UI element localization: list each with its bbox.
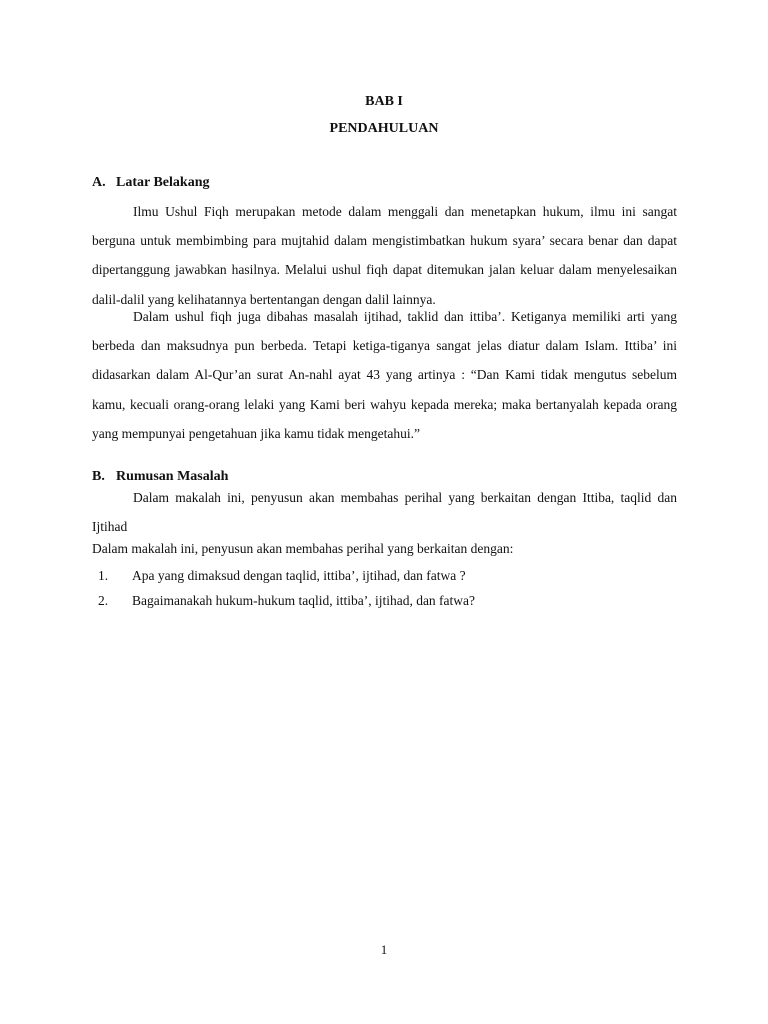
- chapter-number: BAB I: [365, 94, 403, 109]
- list-item: [92, 591, 677, 616]
- section-a-heading: [92, 175, 209, 191]
- list-item: [92, 566, 677, 591]
- problem-intro: Dalam makalah ini, penyusun akan membahas perihal yang berkaitan dengan:: [92, 541, 514, 556]
- background-paragraph-1: Ilmu Ushul Fiqh merupakan metode dalam menggali dan menetapkan hukum, ilmu ini sangat berguna untuk membimbing para mujtahid dalam mengistimbatkan hukum syara’ secara benar dan dapat dipertanggung jawabkan hasilnya. Melalui ushul fiqh dapat ditemukan jalan keluar dalam menyelesaikan dalil-dalil yang kelihatannya bertentangan dengan dalil lainnya.: [92, 204, 677, 307]
- background-paragraph-2: Dalam ushul fiqh juga dibahas masalah ijtihad, taklid dan ittiba’. Ketiganya memiliki arti yang berbeda dan maksudnya pun berbeda. Tetapi ketiga-tiganya sangat jelas diatur dalam Islam. Ittiba’ ini didasarkan dalam Al-Qur’an surat An-nahl ayat 43 yang artinya : “Dan Kami tidak mengutus sebelum kamu, kecuali orang-orang lelaki yang Kami beri wahyu kepada mereka; maka bertanyalah kepada orang yang mempunyai pengetahuan jika kamu tidak mengetahui.”: [92, 309, 677, 441]
- list-item-text: Apa yang dimaksud dengan taqlid, ittiba’, ijtihad, dan fatwa ?: [132, 568, 466, 583]
- problem-list: [92, 566, 677, 616]
- section-a-title: Latar Belakang: [116, 175, 210, 190]
- section-b-title: Rumusan Masalah: [116, 469, 229, 484]
- section-a-letter: A.: [92, 175, 106, 190]
- problem-paragraph: Dalam makalah ini, penyusun akan membahas perihal yang berkaitan dengan Ittiba, taqlid dan Ijtihad: [92, 490, 677, 535]
- section-b-letter: B.: [92, 469, 105, 484]
- list-item-number: 1.: [98, 568, 109, 583]
- page-number: 1: [380, 942, 388, 957]
- list-item-number: 2.: [98, 593, 109, 608]
- list-item-text: Bagaimanakah hukum-hukum taqlid, ittiba’, ijtihad, dan fatwa?: [132, 593, 476, 608]
- chapter-title: PENDAHULUAN: [329, 121, 439, 136]
